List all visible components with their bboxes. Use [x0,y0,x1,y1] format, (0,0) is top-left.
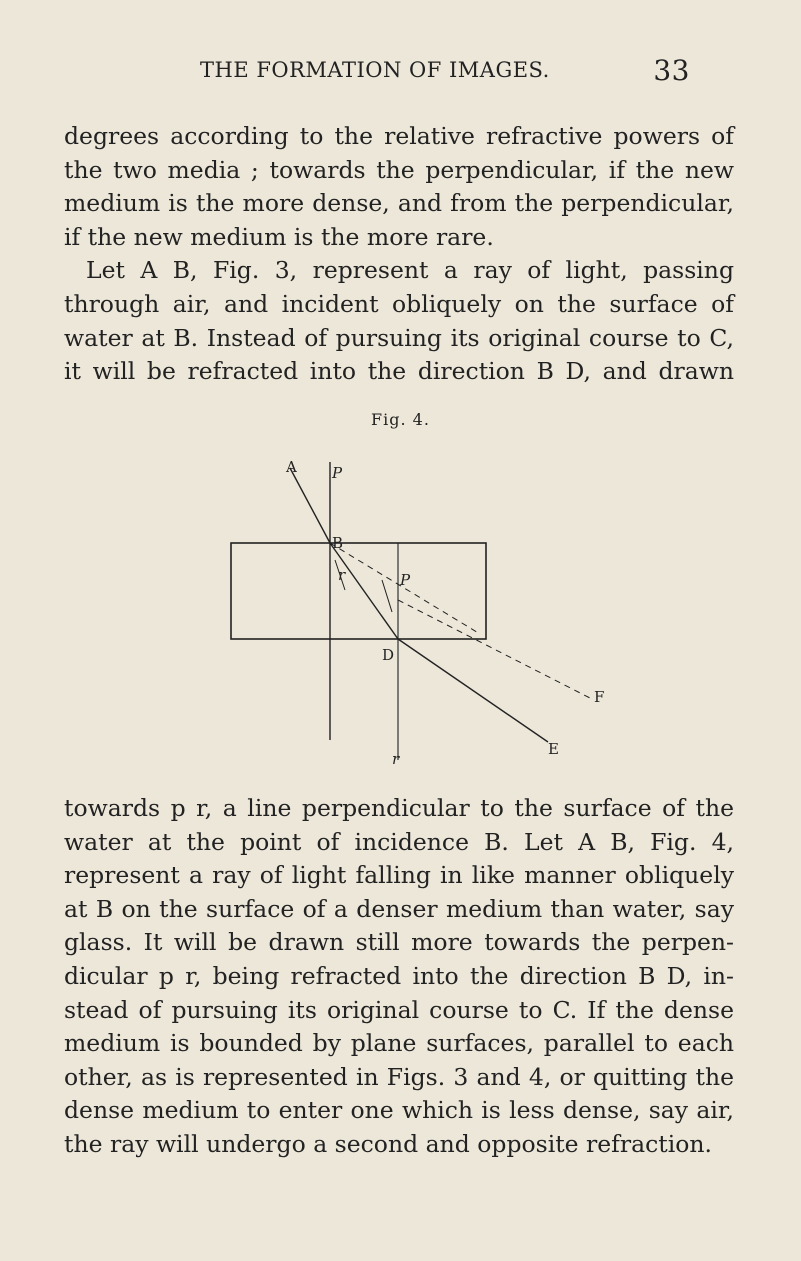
text-line: the ray will undergo a second and opposite refraction. [64,1129,712,1158]
label-r: r [338,566,346,584]
refracted-ray [330,543,398,639]
text-line: glass. It will be drawn still more towards the perpen- [64,928,734,957]
text-line: dense medium to enter one which is less dense, say air, [64,1096,734,1125]
dashed-to-f [398,600,590,698]
label-b: B [332,534,344,552]
text-line: represent a ray of light falling in like manner obliquely [64,861,734,890]
incident-ray [290,468,330,543]
figure-caption: Fig. 4. [371,410,430,429]
running-title: THE FORMATION OF IMAGES. [200,58,550,82]
text-line: dicular p r, being refracted into the direction B D, in- [64,961,734,990]
text-line: towards p r, a line perpendicular to the surface of the [64,794,734,822]
text-line: stead of pursuing its original course to C. If the dense [64,995,734,1024]
text-line: degrees according to the relative refractive powers of [64,122,734,150]
tick-line [382,580,392,612]
text-line: water at B. Instead of pursuing its original course to C, [64,323,734,352]
text-line: other, as is represented in Figs. 3 and 4, or quitting the [64,1062,734,1091]
text-line: medium is bounded by plane surfaces, parallel to each [64,1029,734,1058]
text-line: if the new medium is the more rare. [64,222,494,251]
label-d: D [382,646,395,664]
text-line: medium is the more dense, and from the perpendicular, [64,189,734,218]
text-line: Let A B, Fig. 3, represent a ray of light, passing [86,256,734,285]
text-line: it will be refracted into the direction B D, and drawn [64,357,734,386]
text-line: the two media ; towards the perpendicular, if the new [64,155,734,184]
label-r-bottom: r [392,750,400,768]
paragraph-bottom [64,792,734,1162]
emergent-ray [398,639,548,742]
text-line: at B on the surface of a denser medium than water, say [64,894,734,923]
text-line: water at the point of incidence B. Let A B, Fig. 4, [64,827,734,856]
label-a: A [286,458,297,476]
text-line: through air, and incident obliquely on the surface of [64,289,734,318]
label-p-top: P [332,464,343,482]
label-e: E [548,740,559,758]
glass-block [231,543,486,639]
label-p-inner: P [400,571,411,589]
page-number: 33 [653,54,690,87]
label-f: F [594,688,605,706]
